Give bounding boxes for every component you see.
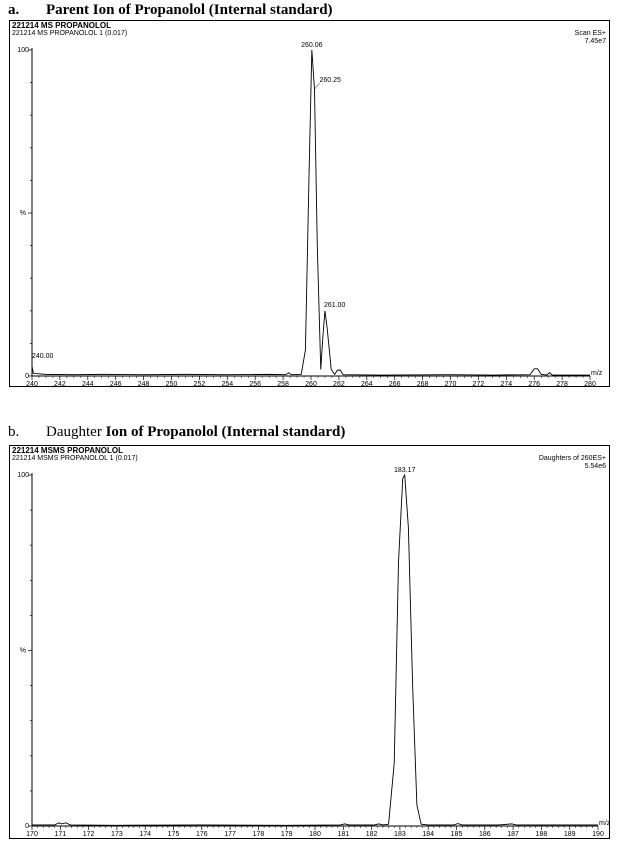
x-tick-label: 254: [221, 381, 234, 388]
y-tick-label-bottom: 0: [25, 823, 29, 830]
spectrum-line: [32, 50, 590, 375]
x-tick-label: 268: [416, 381, 429, 388]
y-tick-label-top: 100: [17, 47, 29, 54]
chart-header-title: 221214 MSMS PROPANOLOL: [12, 446, 123, 455]
x-tick-label: 280: [584, 381, 596, 388]
x-tick-label: 244: [81, 381, 94, 388]
chart-header-subtitle: 221214 MSMS PROPANOLOL 1 (0.017): [12, 455, 138, 462]
daughter-ion-spectrum: [10, 446, 611, 840]
y-tick-label-top: 100: [17, 472, 29, 479]
x-tick-label: 183: [394, 831, 406, 838]
y-axis-label: %: [19, 647, 26, 655]
peak-label: 183.17: [394, 467, 416, 474]
x-tick-label: 256: [249, 381, 262, 388]
x-tick-label: 181: [337, 831, 350, 838]
parent-ion-spectrum: [10, 21, 611, 388]
x-tick-label: 187: [507, 831, 519, 838]
caption-b-prefix: Daughter: [46, 424, 106, 440]
caption-a-letter: a.: [8, 2, 20, 18]
chart-header-subtitle: 221214 MS PROPANOLOL 1 (0.017): [12, 30, 128, 37]
x-tick-label: 173: [111, 831, 123, 838]
x-tick-label: 258: [277, 381, 289, 388]
x-tick-label: 272: [472, 381, 485, 388]
x-tick-label: 276: [528, 381, 541, 388]
x-tick-label: 177: [224, 831, 236, 838]
y-axis-label: %: [19, 210, 26, 217]
y-tick-label-bottom: 0: [25, 373, 29, 380]
caption-a: [8, 2, 333, 19]
x-tick-label: 262: [333, 381, 345, 388]
peak-label: 260.06: [301, 42, 323, 49]
x-tick-label: 178: [252, 831, 265, 838]
x-tick-label: 188: [535, 831, 548, 838]
x-tick-label: 176: [195, 831, 208, 838]
x-tick-label: 185: [450, 831, 463, 838]
x-axis-unit: m/z: [591, 370, 603, 377]
x-tick-label: 266: [388, 381, 401, 388]
x-tick-label: 252: [193, 381, 206, 388]
x-tick-label: 264: [360, 381, 373, 388]
intensity-label: 5.54e6: [584, 463, 606, 470]
x-tick-label: 172: [82, 831, 95, 838]
x-tick-label: 190: [592, 831, 604, 838]
x-tick-label: 179: [280, 831, 293, 838]
x-tick-label: 246: [109, 381, 122, 388]
peak-label: 261.00: [323, 301, 346, 309]
x-tick-label: 248: [137, 381, 150, 388]
chart-panel-parent-ion: [9, 20, 610, 387]
x-tick-label: 186: [478, 831, 491, 838]
x-tick-label: 175: [167, 831, 180, 838]
x-tick-label: 270: [444, 381, 457, 388]
caption-a-text: Parent Ion of Propanolol (Internal standard): [46, 2, 333, 18]
x-tick-label: 170: [26, 831, 38, 838]
x-tick-label: 260: [305, 381, 317, 388]
x-tick-label: 174: [139, 831, 152, 838]
caption-b-text: Ion of Propanolol (Internal standard): [105, 424, 346, 440]
x-tick-label: 171: [54, 831, 67, 838]
x-tick-label: 250: [165, 381, 178, 388]
x-tick-label: 278: [556, 381, 568, 388]
scan-mode-label: Daughters of 260ES+: [538, 455, 606, 462]
x-tick-label: 274: [500, 381, 513, 388]
x-tick-label: 240: [26, 381, 38, 388]
caption-b-letter: b.: [8, 424, 20, 440]
x-tick-label: 184: [422, 831, 435, 838]
chart-panel-daughter-ion: [9, 445, 610, 839]
peak-label: 260.25: [319, 77, 341, 85]
x-tick-label: 182: [365, 831, 378, 838]
x-tick-label: 180: [309, 831, 321, 838]
intensity-label: 7.45e7: [584, 38, 606, 45]
scan-mode-label: Scan ES+: [574, 30, 606, 37]
spectrum-line: [32, 475, 598, 825]
chart-header-title: 221214 MS PROPANOLOL: [12, 21, 111, 30]
x-axis-unit: m/z: [599, 820, 611, 827]
peak-label: 240.00: [32, 353, 54, 361]
x-tick-label: 242: [54, 381, 66, 388]
x-tick-label: 189: [563, 831, 576, 838]
caption-b: [8, 424, 345, 441]
